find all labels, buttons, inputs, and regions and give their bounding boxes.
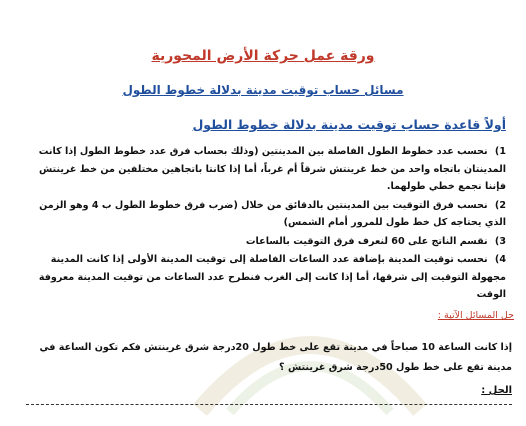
rule-number: 1)	[494, 146, 506, 157]
answer-line[interactable]	[26, 404, 512, 405]
rule-item	[16, 251, 506, 304]
rule-number: 3)	[494, 235, 506, 247]
answer-label: الحل :	[481, 385, 512, 396]
rule-text: نحسب فرق التوقيت بين المدينتين بالدقائق من خلال (ضرب فرق خطوط الطول ب 4 وهو الزمن الذي يحتاجه كل خط طول للمرور أمام الشمس)	[39, 199, 506, 228]
rule-text: نقسم الناتج على 60 لنعرف فرق التوقيت بالساعات	[245, 235, 488, 247]
rule-item	[16, 143, 506, 196]
section-heading: أولاً قاعدة حساب توقيت مدينة بدلالة خطوط الطول	[192, 117, 506, 132]
rule-item	[16, 233, 506, 251]
page-subtitle: مسائل حساب توقيت مدينة بدلالة خطوط الطول	[122, 83, 404, 97]
solve-heading: حل المسائل الآتية :	[437, 310, 514, 321]
rules-list	[16, 143, 506, 305]
rule-text: نحسب توقيت المدينة بإضافة عدد الساعات الفاصلة إلى توقيت المدينة الأولى إذا كانت المدينة مجهولة التوقيت إلى شرقها، أما إذا كانت إلى الغرب فنطرح عدد الساعات من توقيت المدينة معروفة الوقت	[38, 254, 506, 300]
rule-number: 2)	[494, 199, 506, 211]
rule-item	[16, 197, 506, 232]
rule-number: 4)	[494, 254, 506, 265]
question-text: إذا كانت الساعة 10 صباحاً في مدينة تقع على خط طول 20درجة شرق غرينتش فكم تكون الساعة في مدينة تقع على خط طول 50درجة شرق غرينتش ؟	[39, 342, 512, 373]
rule-text: نحسب عدد خطوط الطول الفاصلة بين المدينتين (وذلك بحساب فرق عدد خطوط الطول إذا كانت المدينتان باتجاه واحد من خط غرينتش شرقاً أم غرباً، أما إذا كانتا باتجاهين مختلفين من خط غرينتش فإننا نجمع خطي طولهما.	[38, 146, 506, 192]
page-title: ورقة عمل حركة الأرض المحورية	[151, 48, 375, 64]
